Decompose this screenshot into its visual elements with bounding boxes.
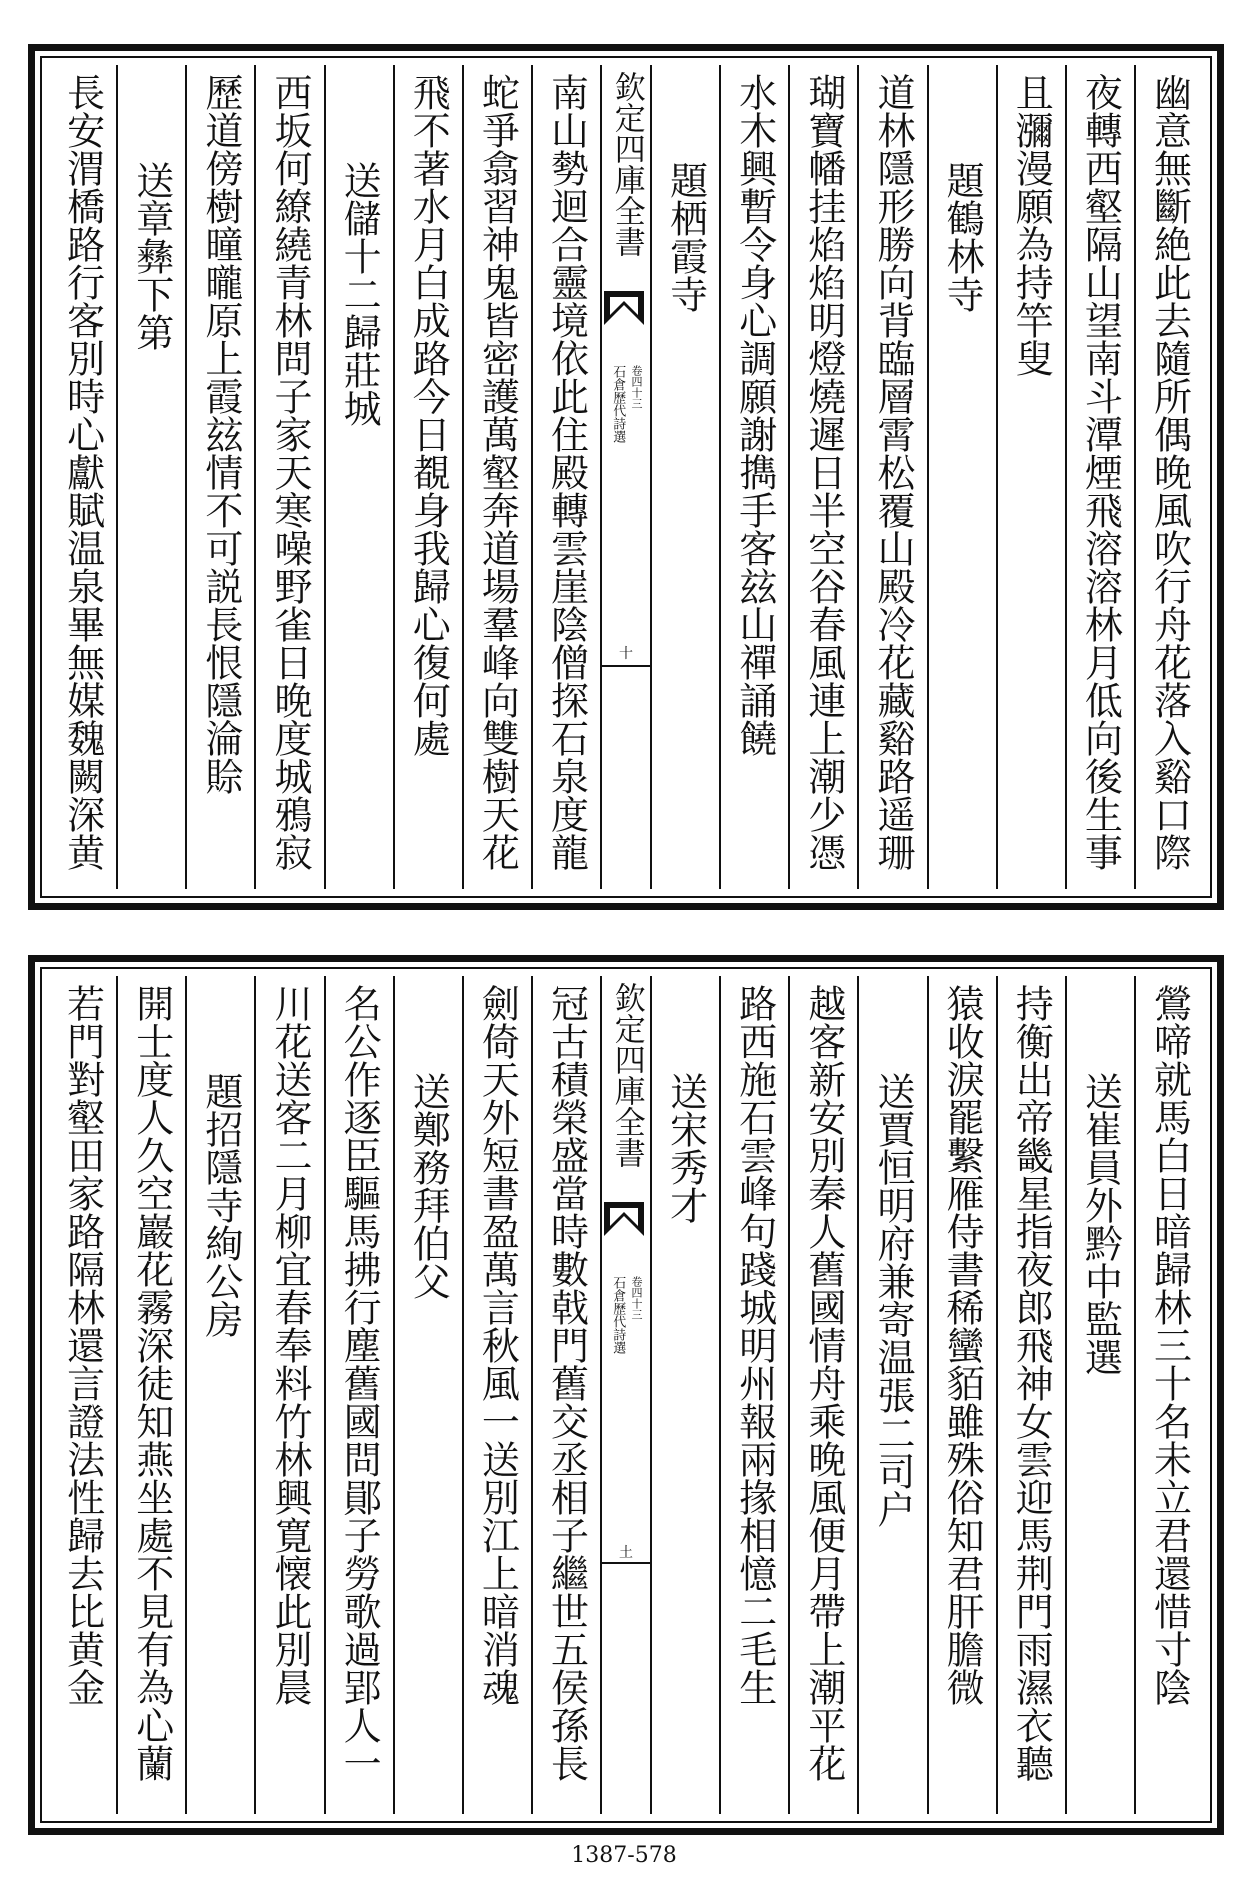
- poem-title: 題鶴林寺: [940, 161, 985, 313]
- text-column: [927, 976, 996, 1814]
- lower-book-page: [28, 955, 1224, 1835]
- poem-title-column: [927, 65, 996, 889]
- text-column: [49, 65, 116, 889]
- poem-title-column: [393, 976, 462, 1814]
- column-text: 開士度人久空巖花霧深徒知燕坐處不見有為心蘭: [129, 984, 174, 1782]
- column-text: 若門對壑田家路隔林還言證法性歸去比黄金: [60, 984, 105, 1706]
- leaf-number: 土: [619, 1545, 633, 1561]
- upper-page-columns: [49, 65, 1203, 889]
- column-text: 冠古積榮盛當時數戟門舊交丞相子繼世五侯孫長: [544, 984, 589, 1782]
- volume-number: 卷四十三: [630, 1276, 643, 1320]
- poem-title-column: [650, 976, 719, 1814]
- text-column: [462, 65, 531, 889]
- text-column: [462, 976, 531, 1814]
- fish-tail-mark-icon: [604, 1202, 644, 1236]
- center-fold-column: [600, 976, 650, 1814]
- text-column: [788, 65, 857, 889]
- text-column: [254, 65, 323, 889]
- poem-title: 送鄭務拜伯父: [406, 1072, 451, 1300]
- book-header: 欽定四庫全書: [608, 71, 645, 257]
- poem-title: 送章彝下第: [129, 161, 174, 351]
- text-column: [254, 976, 323, 1814]
- poem-title-column: [185, 976, 254, 1814]
- column-text: 道林隱形勝向背臨層霄松覆山殿冷花藏谿路遥珊: [870, 73, 915, 871]
- poem-title: 題栖霞寺: [663, 161, 708, 313]
- lower-page-columns: [49, 976, 1203, 1814]
- column-text: 川花送客二月柳宜春奉料竹林興寛懐此別晨: [267, 984, 312, 1706]
- poem-title: 送崔員外黔中監選: [1078, 1072, 1123, 1376]
- text-column: [49, 976, 116, 1814]
- page-code: 1387-578: [571, 1843, 677, 1868]
- text-column: [185, 65, 254, 889]
- text-column: [1134, 976, 1203, 1814]
- column-text: 鶯啼就馬白日暗歸林三十名未立君還惜寸陰: [1147, 984, 1192, 1706]
- text-column: [788, 976, 857, 1814]
- text-column: [857, 65, 926, 889]
- source-title: 石倉歷代詩選: [610, 1276, 626, 1354]
- upper-book-page: [28, 44, 1224, 910]
- poem-title: 送賈恒明府兼寄温張二司户: [870, 1072, 915, 1528]
- column-text: 持衡出帝畿星指夜郎飛神女雲迎馬荆門雨濕衣聽: [1009, 984, 1054, 1782]
- source-title: 石倉歷代詩選: [610, 365, 626, 443]
- divider: [602, 1562, 650, 1564]
- column-text: 猿收淚罷繫雁侍書稀蠻貊雖殊俗知君肝膽微: [940, 984, 985, 1706]
- column-text: 歷道傍樹曈曨原上霞玆情不可説長恨隱淪賒: [198, 73, 243, 795]
- text-column: [1065, 65, 1134, 889]
- text-column: [531, 65, 600, 889]
- text-column: [531, 976, 600, 1814]
- center-fold-column: [600, 65, 650, 889]
- text-column: [393, 65, 462, 889]
- poem-title-column: [857, 976, 926, 1814]
- text-column: [1134, 65, 1203, 889]
- column-text: 蛇爭翕習神鬼皆密護萬壑奔道場羣峰向雙樹天花: [475, 73, 520, 871]
- column-text: 飛不著水月白成路今日覩身我歸心復何處: [406, 73, 451, 757]
- fish-tail-mark-icon: [604, 291, 644, 325]
- text-column: [719, 976, 788, 1814]
- column-text: 路西施石雲峰句踐城明州報兩掾相憶二毛生: [732, 984, 777, 1706]
- book-header: 欽定四庫全書: [608, 982, 645, 1168]
- column-text: 水木興暫令身心調願謝擕手客玆山禪誦饒: [732, 73, 777, 757]
- column-text: 劍倚天外短書盈萬言秋風一送別江上暗消魂: [475, 984, 520, 1706]
- text-column: [116, 976, 185, 1814]
- poem-title-column: [1065, 976, 1134, 1814]
- poem-title: 送儲十二歸莊城: [337, 161, 382, 427]
- divider: [602, 665, 650, 667]
- column-text: 西坂何繚繞青林問子家天寒噪野雀日晚度城鴉寂: [267, 73, 312, 871]
- column-text: 越客新安別秦人舊國情舟乘晚風便月帶上潮平花: [801, 984, 846, 1782]
- column-text: 名公作逐臣驅馬拂行塵舊國問鄖子勞歌過郢人一: [337, 984, 382, 1782]
- volume-number: 卷四十三: [630, 365, 643, 409]
- poem-title: 送宋秀才: [663, 1072, 708, 1224]
- text-column: [324, 976, 393, 1814]
- text-column: [719, 65, 788, 889]
- column-text: 瑚寶幡挂焰焰明燈燒遲日半空谷春風連上潮少憑: [801, 73, 846, 871]
- poem-title: 題招隱寺絢公房: [198, 1072, 243, 1338]
- column-text: 幽意無斷絶此去隨所偶晚風吹行舟花落入谿口際: [1147, 73, 1192, 871]
- column-text: 長安渭橋路行客別時心獻賦温泉畢無媒魏闕深黄: [60, 73, 105, 871]
- leaf-number: 十: [619, 646, 633, 662]
- column-text: 南山勢迴合靈境依此住殿轉雲崖陰僧探石泉度龍: [544, 73, 589, 871]
- poem-title-column: [324, 65, 393, 889]
- column-text: 且瀰漫願為持竿叟: [1009, 73, 1054, 377]
- poem-title-column: [116, 65, 185, 889]
- column-text: 夜轉西壑隔山望南斗潭煙飛溶溶林月低向後生事: [1078, 73, 1123, 871]
- text-column: [996, 976, 1065, 1814]
- poem-title-column: [650, 65, 719, 889]
- text-column: [996, 65, 1065, 889]
